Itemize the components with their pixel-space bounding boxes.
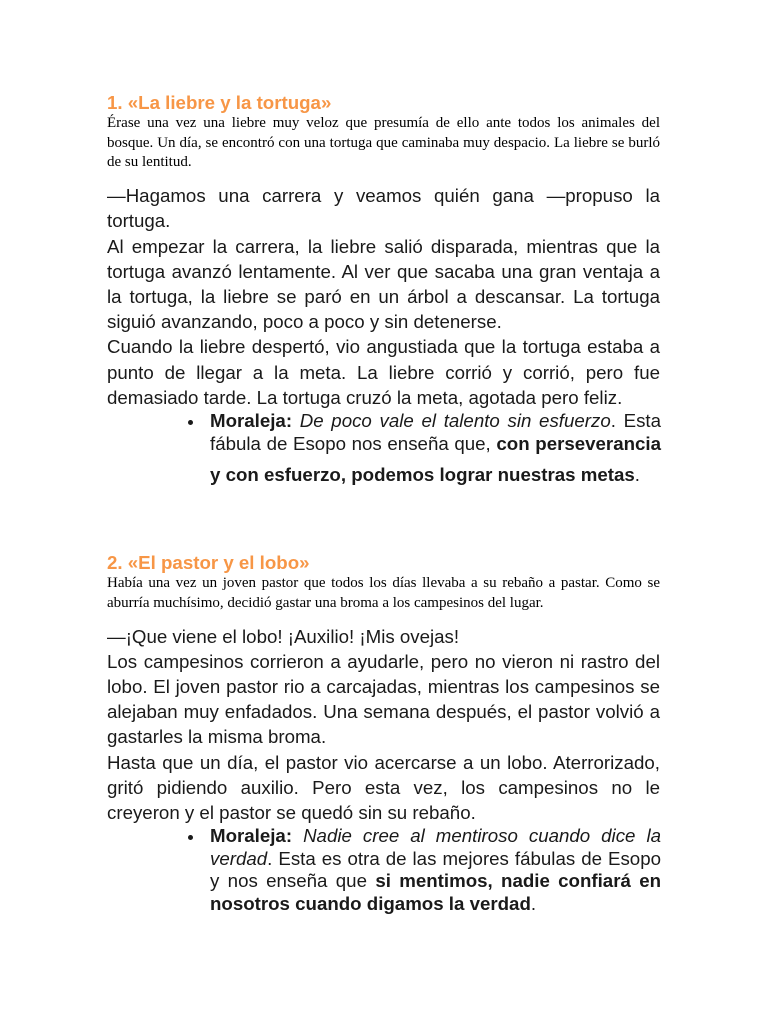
moral-quote: Nadie cree al mentiroso cuando dice la verdad [210, 825, 661, 869]
moral-text [210, 410, 661, 495]
story-paragraph: Cuando la liebre despertó, vio angustiada que la tortuga estaba a punto de llegar a la meta. La liebre corrió y corrió, pero fue demasiado tarde. La tortuga cruzó la meta, agotada pero feliz. [107, 336, 660, 408]
fable-title: 2. «El pastor y el lobo» [107, 552, 310, 574]
moral-list-item [210, 410, 661, 495]
moral-emphasis: con perseverancia [496, 432, 661, 454]
story-paragraph: —¡Que viene el lobo! ¡Auxilio! ¡Mis ovejas! [107, 625, 460, 647]
fable-intro: Había una vez un joven pastor que todos los días llevaba a su rebaño a pastar. Como se aburría muchísimo, decidió gastar una broma a los campesinos del lugar. [107, 575, 660, 611]
story-paragraph: Los campesinos corrieron a ayudarle, pero no vieron ni rastro del lobo. El joven pastor rio a carcajadas, mientras los campesinos se alejaban muy enfadados. Una semana después, el pastor volvió a gastarles la misma broma. [107, 650, 660, 748]
moral-emphasis: y con esfuerzo, podemos lograr nuestras metas [210, 464, 635, 486]
story-paragraph: —Hagamos una carrera y veamos quién gana —propuso la tortuga. [107, 185, 660, 232]
moral-label: Moraleja: [210, 825, 293, 847]
story-paragraph: Hasta que un día, el pastor vio acercarse a un lobo. Aterrorizado, gritó pidiendo auxilio. Pero esta vez, los campesinos no le creyeron y el pastor se quedó sin su rebaño. [107, 751, 660, 823]
fable-title: 1. «La liebre y la tortuga» [107, 92, 332, 113]
moral-body: . Esta es otra de las mejores fábulas de Esopo y nos enseña que [210, 847, 661, 892]
fable-story [107, 183, 660, 410]
moral-end: . [530, 892, 537, 914]
bullet-icon [188, 420, 193, 425]
fable-intro: Érase una vez una liebre muy veloz que presumía de ello ante todos los animales del bosque. Un día, se encontró con una tortuga que caminaba muy despacio. La liebre se burló de su lentitud. [107, 115, 660, 171]
fable-section [107, 92, 660, 495]
moral-quote: De poco vale el talento sin esfuerzo [299, 409, 611, 431]
bullet-icon [188, 835, 193, 840]
moral-text [210, 825, 661, 915]
moral-body: . Esta fábula de Esopo nos enseña que, [210, 409, 661, 454]
moral-label: Moraleja: [210, 409, 293, 431]
moral-emphasis: si mentimos, nadie confiará en nosotros cuando digamos la verdad [210, 870, 662, 914]
fable-section [107, 552, 660, 915]
story-paragraph: Al empezar la carrera, la liebre salió disparada, mientras que la tortuga avanzó lentamente. Al ver que sacaba una gran ventaja a la tortuga, la liebre se paró en un árbol a descansar. La tortuga siguió avanzando, poco a poco y sin detenerse. [107, 235, 660, 333]
fable-story [107, 624, 660, 826]
moral-list-item [210, 825, 661, 915]
moral-end: . [634, 464, 640, 486]
